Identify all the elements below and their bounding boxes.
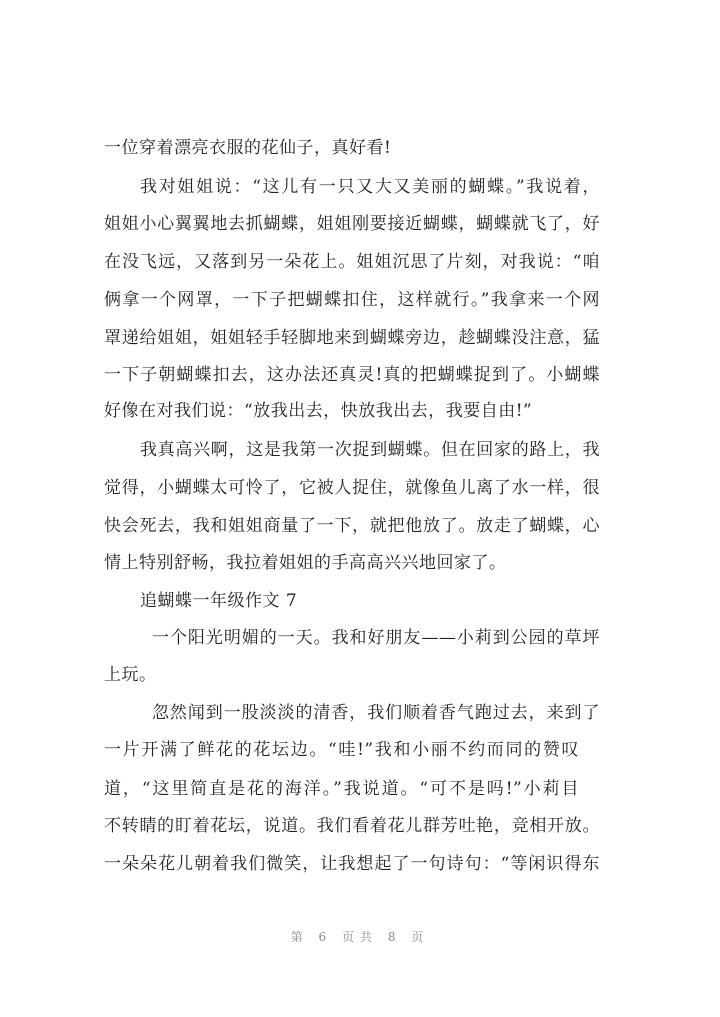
- text-line: 不转睛的盯着花坛，说道。我们看着花儿群芳吐艳，竞相开放。: [104, 816, 600, 836]
- text-line: 在没飞远，又落到另一朵花上。姐姐沉思了片刻，对我说：“咱: [104, 252, 600, 272]
- text-line: 忽然闻到一股淡淡的清香，我们顺着香气跑过去，来到了: [152, 703, 600, 723]
- text-line: 一下子朝蝴蝶扣去，这办法还真灵!真的把蝴蝶捉到了。小蝴蝶: [104, 365, 600, 385]
- text-line: 好像在对我们说：“放我出去，快放我出去，我要自由!”: [104, 401, 533, 421]
- text-line: 觉得，小蝴蝶太可怜了，它被人捉住，就像鱼儿离了水一样，很: [104, 478, 600, 498]
- text-line: 一朵朵花儿朝着我们微笑，让我想起了一句诗句：“等闲识得东: [104, 854, 600, 874]
- text-line: 我真高兴啊，这是我第一次捉到蝴蝶。但在回家的路上，我: [140, 440, 600, 460]
- text-line: 上玩。: [104, 665, 157, 685]
- page-number-footer: 第 6 页共 8 页: [290, 930, 430, 944]
- text-line: 一位穿着漂亮衣服的花仙子，真好看!: [104, 138, 392, 158]
- text-line: 罩递给姐姐，姐姐轻手轻脚地来到蝴蝶旁边，趁蝴蝶没注意，猛: [104, 328, 600, 348]
- text-line: 一个阳光明媚的一天。我和好朋友——小莉到公园的草坪: [152, 628, 600, 648]
- text-line: 我对姐姐说：“这儿有一只又大又美丽的蝴蝶。”我说着，: [140, 177, 600, 197]
- text-line: 快会死去，我和姐姐商量了一下，就把他放了。放走了蝴蝶，心: [104, 516, 600, 536]
- text-line: 情上特别舒畅，我拉着姐姐的手高高兴兴地回家了。: [104, 553, 507, 573]
- text-line: 俩拿一个网罩，一下子把蝴蝶扣住，这样就行。”我拿来一个网: [104, 290, 600, 310]
- section-heading: 追蝴蝶一年级作文 7: [140, 591, 298, 611]
- text-line: 一片开满了鲜花的花坛边。“哇!”我和小丽不约而同的赞叹: [104, 740, 579, 760]
- text-line: 道，“这里简直是花的海洋。”我说道。“可不是吗!”小莉目: [104, 779, 579, 799]
- text-line: 姐姐小心翼翼地去抓蝴蝶，姐姐刚要接近蝴蝶，蝴蝶就飞了，好: [104, 214, 600, 234]
